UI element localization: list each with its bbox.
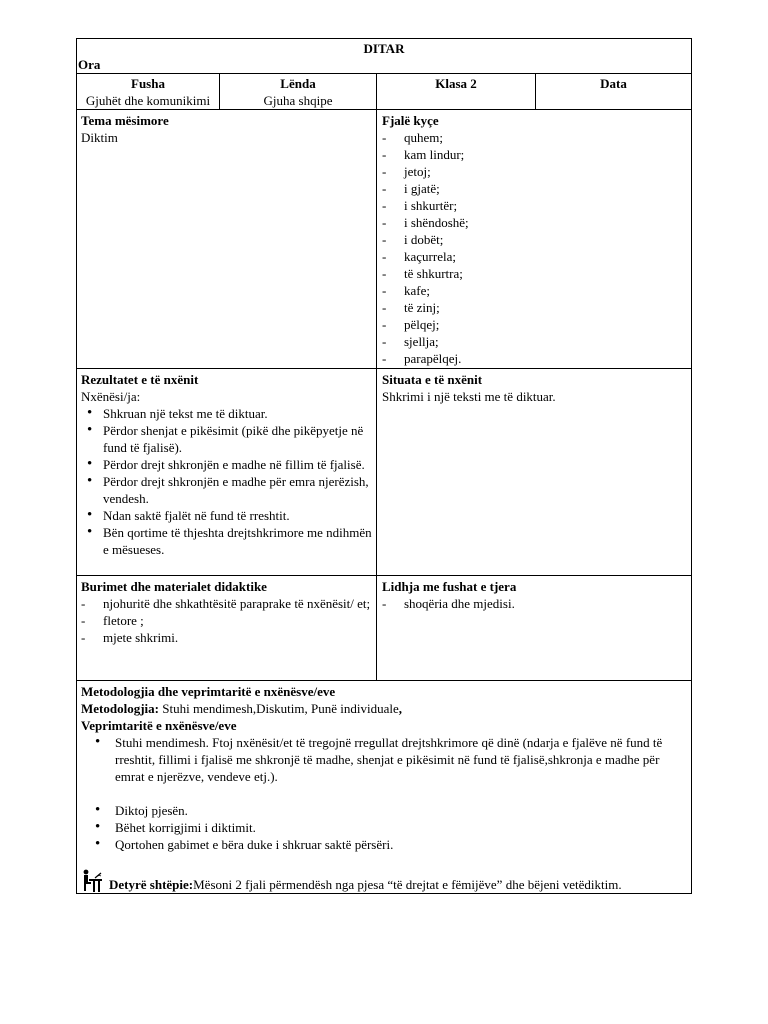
methodology-value: Stuhi mendimesh,Diskutim, Punë individuale bbox=[158, 701, 399, 716]
list-item: • Bën qortime të thjeshta drejtshkrimore me ndihmën e mësueses. bbox=[81, 524, 372, 558]
methodology-heading: Metodologjia dhe veprimtaritë e nxënësve/eve bbox=[81, 684, 336, 699]
results-cell bbox=[77, 369, 377, 575]
ora-label: Ora bbox=[78, 57, 101, 72]
methodology-line bbox=[81, 700, 687, 717]
list-item: - i shëndoshë; bbox=[382, 214, 686, 231]
list-item: - i dobët; bbox=[382, 231, 686, 248]
methodology-comma: , bbox=[398, 701, 403, 716]
data-cell bbox=[536, 74, 691, 109]
list-item: - kafe; bbox=[382, 282, 686, 299]
list-item: - mjete shkrimi. bbox=[81, 629, 372, 646]
lenda-label: Lënda bbox=[280, 76, 316, 91]
methodology-section bbox=[77, 681, 691, 893]
list-item: • Stuhi mendimesh. Ftoj nxënësit/et të tregojnë rregullat drejtshkrimore që dinë (ndarja e fjalëve në fund të rreshtit, fillimi i fjalisë me shkronjë të madhe, shenjat e pikësimit në fund të fjalisë,shkronja e madhe për emrat e njerëzve, vendeve etj.). bbox=[81, 734, 687, 785]
lenda-cell bbox=[220, 74, 377, 109]
meta-row bbox=[77, 74, 691, 110]
resources-label: Burimet dhe materialet didaktike bbox=[81, 579, 267, 594]
links-label: Lidhja me fushat e tjera bbox=[382, 579, 517, 594]
data-label: Data bbox=[600, 76, 627, 91]
links-cell bbox=[377, 576, 691, 680]
results-row bbox=[77, 369, 691, 576]
lesson-plan-table bbox=[76, 38, 692, 894]
list-item: - kam lindur; bbox=[382, 146, 686, 163]
list-item: • Ndan saktë fjalët në fund të rreshtit. bbox=[81, 507, 372, 524]
situation-value: Shkrimi i një teksti me të diktuar. bbox=[382, 389, 556, 404]
results-list bbox=[81, 405, 372, 558]
list-item: - quhem; bbox=[382, 129, 686, 146]
activities-label: Veprimtaritë e nxënësve/eve bbox=[81, 718, 237, 733]
lenda-value: Gjuha shqipe bbox=[263, 93, 333, 108]
document-header bbox=[77, 39, 691, 74]
homework-line bbox=[81, 869, 622, 893]
homework-label: Detyrë shtëpie: bbox=[109, 877, 194, 892]
list-item: - i gjatë; bbox=[382, 180, 686, 197]
fusha-label: Fusha bbox=[131, 76, 165, 91]
klasa-label: Klasa 2 bbox=[435, 76, 477, 91]
tema-label: Tema mësimore bbox=[81, 113, 169, 128]
student-desk-icon bbox=[81, 869, 103, 893]
situation-label: Situata e të nxënit bbox=[382, 372, 483, 387]
list-item: - kaçurrela; bbox=[382, 248, 686, 265]
methodology-label: Metodologjia: bbox=[81, 701, 159, 716]
list-item: - të shkurtra; bbox=[382, 265, 686, 282]
klasa-cell bbox=[377, 74, 536, 109]
resources-row bbox=[77, 576, 691, 681]
list-item: - të zinj; bbox=[382, 299, 686, 316]
results-label: Rezultatet e të nxënit bbox=[81, 372, 199, 387]
list-item: - parapëlqej. bbox=[382, 350, 686, 367]
keywords-cell bbox=[377, 110, 691, 368]
fusha-value: Gjuhët dhe komunikimi bbox=[85, 93, 211, 108]
activities-list-b bbox=[81, 802, 687, 853]
list-item: - i shkurtër; bbox=[382, 197, 686, 214]
resources-list bbox=[81, 595, 372, 646]
results-intro: Nxënësi/ja: bbox=[81, 389, 141, 404]
list-item: • Diktoj pjesën. bbox=[81, 802, 687, 819]
resources-cell bbox=[77, 576, 377, 680]
situation-cell bbox=[377, 369, 691, 575]
keywords-label: Fjalë kyçe bbox=[382, 113, 439, 128]
tema-value: Diktim bbox=[81, 130, 118, 145]
activities-list-a bbox=[81, 734, 687, 785]
list-item: - sjellja; bbox=[382, 333, 686, 350]
list-item: - fletore ; bbox=[81, 612, 372, 629]
list-item: - pëlqej; bbox=[382, 316, 686, 333]
list-item: • Përdor drejt shkronjën e madhe për emra njerëzish, vendesh. bbox=[81, 473, 372, 507]
tema-cell bbox=[77, 110, 377, 368]
links-list bbox=[382, 595, 686, 612]
list-item: • Shkruan një tekst me të diktuar. bbox=[81, 405, 372, 422]
fusha-cell bbox=[77, 74, 220, 109]
list-item: • Qortohen gabimet e bëra duke i shkruar saktë përsëri. bbox=[81, 836, 687, 853]
list-item: • Përdor drejt shkronjën e madhe në fillim të fjalisë. bbox=[81, 456, 372, 473]
homework-value: Mësoni 2 fjali përmendësh nga pjesa “të drejtat e fëmijëve” dhe bëjeni vetëdiktim. bbox=[193, 877, 622, 892]
list-item: - jetoj; bbox=[382, 163, 686, 180]
list-item: - njohuritë dhe shkathtësitë paraprake të nxënësit/ et; bbox=[81, 595, 372, 612]
list-item: • Bëhet korrigjimi i diktimit. bbox=[81, 819, 687, 836]
document-title: DITAR bbox=[363, 41, 405, 56]
tema-row bbox=[77, 110, 691, 369]
spacer bbox=[81, 785, 687, 802]
list-item: • Përdor shenjat e pikësimit (pikë dhe pikëpyetje në fund të fjalisë). bbox=[81, 422, 372, 456]
list-item: - shoqëria dhe mjedisi. bbox=[382, 595, 686, 612]
keywords-list bbox=[382, 129, 686, 367]
